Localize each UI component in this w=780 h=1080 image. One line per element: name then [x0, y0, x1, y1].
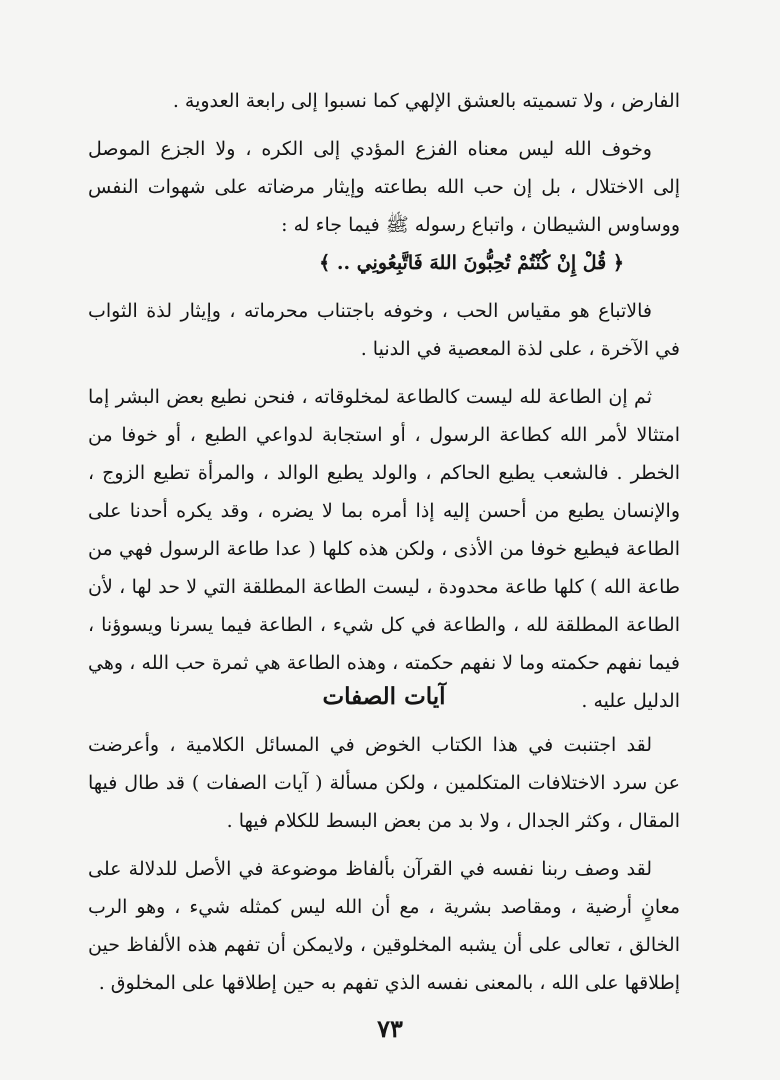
text-line: الخالق ، تعالى على أن يشبه المخلوقين ، ولايمكن أن تفهم هذه الألفاظ حين [88, 934, 680, 956]
paragraph-3 [88, 292, 680, 368]
text-line: طاعة الله ) كلها طاعة محدودة ، ليست الطاعة المطلقة التي لا حد لها ، لأن [88, 576, 680, 598]
text-line: الطاعة المطلقة لله ، والطاعة في كل شيء ، الطاعة فيما يسرنا ويسوؤنا ، [88, 614, 680, 636]
section-heading: آيات الصفات [322, 683, 446, 710]
text-line: المقال ، وكثر الجدال ، ولا بد من بعض البسط للكلام فيها . [226, 810, 680, 832]
text-line: وخوف الله ليس معناه الفزع المؤدي إلى الكره ، ولا الجزع الموصل [88, 138, 652, 160]
text-line: في الآخرة ، على لذة المعصية في الدنيا . [360, 338, 680, 360]
paragraph-2 [88, 130, 680, 282]
lower-text-block [88, 726, 680, 1002]
paragraph-1 [88, 82, 680, 120]
text-line: فالاتباع هو مقياس الحب ، وخوفه باجتناب محرماته ، وإيثار لذة الثواب [88, 300, 652, 322]
text-line: الفارض ، ولا تسميته بالعشق الإلهي كما نسبوا إلى رابعة العدوية . [172, 90, 680, 112]
text-line: إطلاقها على الله ، بالمعنى نفسه الذي تفهم به حين إطلاقها على المخلوق . [98, 972, 680, 994]
upper-text-block [88, 82, 680, 720]
text-line: الدليل عليه . [581, 690, 680, 712]
text-line: ووساوس الشيطان ، واتباع رسوله ﷺ فيما جاء له : [281, 214, 680, 236]
text-line: والإنسان يطيع من أحسن إليه إذا أمره بما لا يضره ، وقد يكره أحدنا على [88, 500, 680, 522]
paragraph-5 [88, 726, 680, 840]
text-line: ثم إن الطاعة لله ليست كالطاعة لمخلوقاته ، فنحن نطيع بعض البشر إما [88, 386, 652, 408]
text-line: معانٍ أرضية ، ومقاصد بشرية ، مع أن الله ليس كمثله شيء ، وهو الرب [88, 896, 680, 918]
paragraph-4 [88, 378, 680, 720]
text-line: الطاعة فيطيع خوفا من الأذى ، ولكن هذه كلها ( عدا طاعة الرسول فهي من [88, 538, 680, 560]
text-line: الخطر . فالشعب يطيع الحاكم ، والولد يطيع الوالد ، والمرأة تطيع الزوج ، [88, 462, 680, 484]
quran-verse: ﴿ قُلْ إِنْ كُنْتُمْ تُحِبُّونَ اللهَ فَاتَّبِعُونِي .. ﴾ [319, 252, 624, 274]
text-line: إلى الاختلال ، بل إن حب الله بطاعته وإيثار مرضاته على شهوات النفس [88, 176, 680, 198]
text-line: فيما نفهم حكمته وما لا نفهم حكمته ، وهذه الطاعة هي ثمرة حب الله ، وهي [88, 652, 680, 674]
text-line: عن سرد الاختلافات المتكلمين ، ولكن مسألة ( آيات الصفات ) قد طال فيها [88, 772, 680, 794]
text-line: امتثالا لأمر الله كطاعة الرسول ، أو استجابة لدواعي الطبع ، أو خوفا من [88, 424, 680, 446]
text-line: لقد اجتنبت في هذا الكتاب الخوض في المسائل الكلامية ، وأعرضت [88, 734, 652, 756]
paragraph-6 [88, 850, 680, 1002]
text-line: لقد وصف ربنا نفسه في القرآن بألفاظ موضوعة في الأصل للدلالة على [88, 858, 652, 880]
page-number: ٧٣ [377, 1014, 403, 1043]
